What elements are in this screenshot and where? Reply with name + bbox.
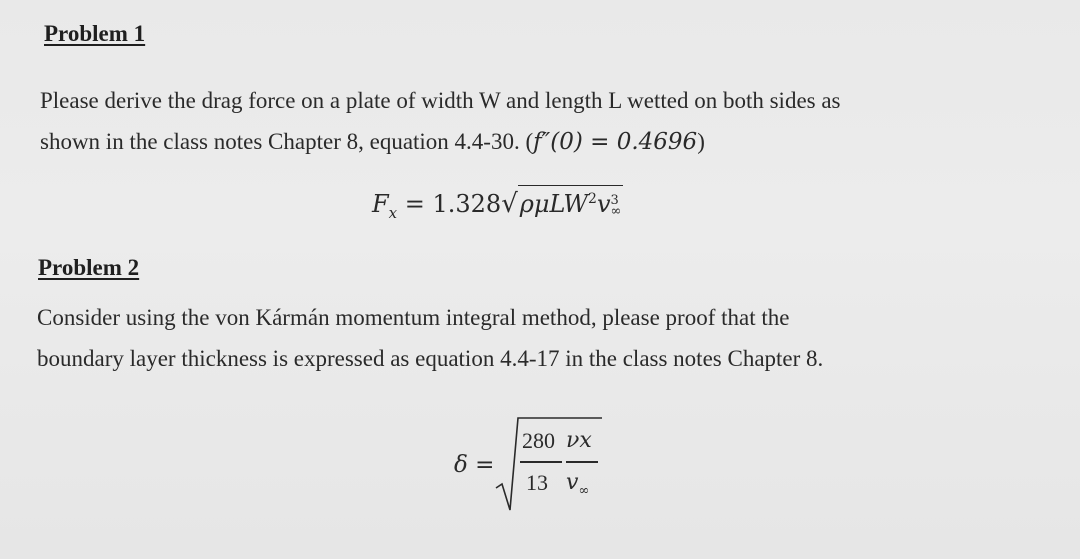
- eq2-num-right: νx: [566, 428, 592, 453]
- problem2-text-line1: Consider using the von Kármán momentum integral method, please proof that the: [37, 305, 790, 330]
- eq2-den-v: v: [566, 470, 579, 495]
- problem1-text-line2: [40, 121, 705, 163]
- eq1-sqrt: [501, 185, 623, 219]
- problem1-inline-math: f″(0) = 0.4696: [533, 129, 698, 155]
- eq1-v-sup: 3: [610, 192, 619, 208]
- eq1-exp-w: 2: [588, 191, 597, 207]
- eq1-radicand-base: ρμLW: [519, 190, 589, 218]
- eq2-lhs: δ =: [454, 452, 495, 478]
- problem1-text-line1: Please derive the drag force on a plate of width W and length L wetted on both sides as: [40, 88, 841, 113]
- eq1-equals: = 1.328: [397, 190, 502, 218]
- problem1-heading: Problem 1: [44, 21, 146, 46]
- radical-sign-icon: √: [501, 189, 518, 219]
- eq1-v: v: [596, 190, 611, 218]
- eq2-den-left: 13: [526, 470, 548, 495]
- eq1-v-sub: ∞: [610, 203, 622, 219]
- radical-sign-icon: [452, 410, 622, 520]
- boundary-layer-equation: [452, 410, 622, 520]
- problem2-heading: Problem 2: [38, 255, 140, 280]
- eq1-lhs: F: [372, 190, 389, 218]
- drag-force-equation: [372, 185, 623, 222]
- eq2-den-right: [566, 470, 589, 498]
- problem1-line2-suffix: ): [697, 129, 705, 154]
- eq1-v-scripts: [610, 192, 622, 219]
- fraction-bar-left: [520, 461, 562, 463]
- problem2-text-line2: boundary layer thickness is expressed as equation 4.4-17 in the class notes Chapter 8.: [37, 346, 824, 371]
- eq2-num-left: 280: [522, 428, 555, 453]
- fraction-bar-right: [566, 461, 598, 463]
- problem1-line2-prefix: shown in the class notes Chapter 8, equation 4.4-30. (: [40, 129, 534, 154]
- eq1-lhs-sub: x: [388, 203, 398, 222]
- eq2-den-v-sub: ∞: [578, 483, 590, 499]
- eq1-radicand: [518, 185, 624, 217]
